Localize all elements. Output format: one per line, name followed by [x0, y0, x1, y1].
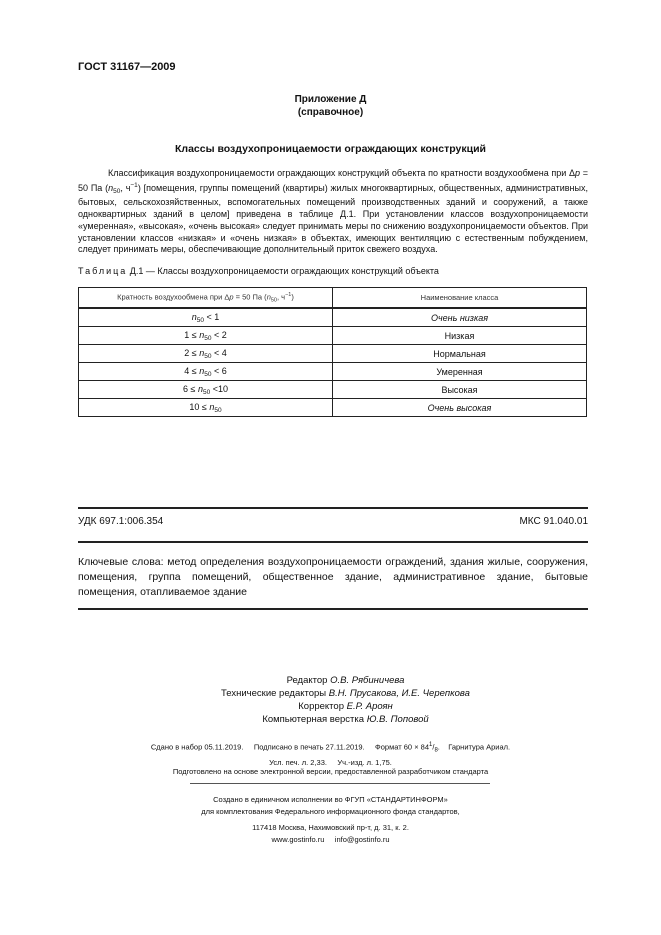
prepared-note: Подготовлено на основе электронной версии, предоставленной разработчиком стандарта: [172, 767, 489, 776]
divider-middle: [78, 541, 588, 543]
table-row: [79, 399, 587, 417]
publisher-line-2: для комплектования Федерального информационного фонда стандартов,: [201, 807, 460, 816]
head-a: Кратность воздухообмена при Δ: [117, 292, 230, 302]
head-sub: 50: [270, 297, 277, 304]
head-c: , ч: [276, 292, 286, 302]
class-cell: Низкая: [333, 327, 587, 345]
para-lead: Классификация воздухопроницаемости ограждающих конструкций объекта по кратности воздухообмена при: [108, 168, 567, 178]
rate-post: < 6: [211, 365, 227, 376]
rate-n: n: [199, 347, 205, 358]
rate-pre: 4 ≤: [184, 365, 200, 376]
print-line-1-text: Сдано в набор 05.11.2019. Подписано в печать 27.11.2019. Формат 60 × 84: [150, 742, 429, 752]
rate-pre: 1 ≤: [184, 329, 200, 340]
divider-top: [78, 507, 588, 509]
delta-symbol: Δ: [569, 168, 576, 178]
unit-sup: −1: [130, 181, 138, 189]
table-row: [79, 381, 587, 399]
class-cell: Нормальная: [333, 345, 587, 363]
para-rest: ) [помещения, группы помещений (квартиры) жилых многоквартирных, общественных, административных, бытовых, сельскохозяйственных, вспомогательных помещений производственных зданий и сооружений, а также одноквартирных зданий в целом] приведена в таблице Д.1. При установлении классов воздухопроницаемости «умеренная», «высокая», «очень высокая» следует принимать меры по снижению воздухопроницаемости объектов. При установлении классов «низкая» и «очень низкая» в объектах, имеющих вентиляцию с естественным побуждением, следует принимать меры, обеспечивающие дополнительный приток свежего воздуха.: [78, 182, 588, 255]
rate-n: n: [197, 383, 203, 394]
class-cell: Высокая: [333, 381, 587, 399]
class-cell: Очень низкая: [333, 308, 587, 327]
tech-label: Технические редакторы: [221, 688, 329, 699]
caption-rest: Д.1 — Классы воздухопроницаемости ограждающих конструкций объекта: [127, 266, 439, 276]
corrector-label: Корректор: [298, 701, 347, 712]
rate-cell: [79, 381, 333, 399]
rate-pre: 2 ≤: [184, 347, 200, 358]
rate-sub: 50: [204, 334, 212, 342]
rate-sub: 50: [204, 370, 212, 378]
appendix-note: (справочное): [297, 107, 364, 118]
table-row: [79, 308, 587, 327]
credit-editor: [0, 674, 661, 687]
credit-corrector: [0, 700, 661, 713]
rate-post: <10: [210, 383, 228, 394]
corrector-name: Е.Р. Ароян: [346, 701, 393, 712]
rate-sub: 50: [196, 316, 204, 324]
table-row: [79, 363, 587, 381]
frac-den: 8: [434, 747, 438, 754]
head-sup: −1: [285, 291, 292, 298]
keywords-label: Ключевые слова:: [78, 556, 164, 568]
rate-post: < 2: [211, 329, 227, 340]
class-cell: Очень высокая: [333, 399, 587, 417]
print-line-1: Сдано в набор 05.11.2019. Подписано в печать 27.11.2019. Формат $60 \times 84^1/_8$. Гарнитура Ариал.: [150, 742, 511, 754]
print-info: [0, 739, 661, 769]
keywords: [78, 555, 588, 600]
print-line-1-end: . Гарнитура Ариал.: [437, 742, 511, 752]
appendix-heading: [0, 93, 661, 119]
rate-n: n: [191, 311, 197, 322]
section-title: Классы воздухопроницаемости ограждающих конструкций: [174, 143, 486, 155]
header-cell-class: Наименование класса: [333, 288, 587, 309]
mks-code: МКС 91.040.01: [519, 516, 588, 527]
rate-cell: [79, 308, 333, 327]
rate-post: < 4: [211, 347, 227, 358]
p-var: p: [575, 168, 581, 178]
publisher-block: [0, 794, 661, 846]
rate-sub: 50: [202, 388, 211, 396]
head-b: = 50 Па (: [233, 292, 267, 302]
rate-cell: [79, 399, 333, 417]
head-n: n: [266, 292, 271, 302]
rate-sub: 50: [204, 352, 212, 360]
publisher-divider: [190, 783, 490, 784]
rate-cell: [79, 327, 333, 345]
layout-name: Ю.В. Поповой: [366, 714, 429, 725]
credit-layout: [0, 713, 661, 726]
table-header-row: [79, 288, 587, 309]
air-permeability-table: [78, 287, 587, 417]
header-cell-rate: [79, 288, 333, 309]
table-row: [79, 345, 587, 363]
print-line-2: Усл. печ. л. 2,33. Уч.-изд. л. 1,75.: [269, 757, 392, 767]
publisher-line-1: Создано в единичном исполнении во ФГУП «СТАНДАРТИНФОРМ»: [213, 795, 448, 804]
credits-block: [0, 674, 661, 726]
udk-code: УДК 697.1:006.354: [78, 516, 164, 527]
layout-label: Компьютерная верстка: [262, 714, 367, 725]
eq-text: = 50 Па (: [78, 168, 588, 193]
rate-n: n: [199, 365, 205, 376]
unit-text: , ч: [120, 182, 131, 193]
rate-n: n: [199, 329, 205, 340]
class-cell: Умеренная: [333, 363, 587, 381]
credit-tech: [0, 687, 661, 700]
publisher-address: 117418 Москва, Нахимовский пр-т, д. 31, к. 2.: [252, 823, 409, 832]
standard-number: ГОСТ 31167—2009: [78, 61, 176, 73]
rate-cell: [79, 345, 333, 363]
frac-num: 1: [429, 742, 433, 748]
body-paragraph: [78, 168, 588, 256]
caption-word: Таблица: [78, 266, 128, 276]
rate-post: < 1: [203, 311, 220, 322]
appendix-title: Приложение Д: [294, 94, 367, 105]
editor-name: О.В. Рябиничева: [330, 675, 405, 686]
head-p: p: [229, 292, 234, 302]
rate-n: n: [209, 401, 215, 412]
rate-cell: [79, 363, 333, 381]
keywords-text: метод определения воздухопроницаемости ограждений, здания жилые, сооружения, помещения, группа помещений, общественное здание, административное здание, бытовые помещения, отапливаемое здание: [78, 556, 588, 598]
head-d: ): [291, 292, 294, 302]
rate-sub: 50: [214, 406, 222, 414]
n-sub: 50: [113, 187, 121, 195]
publisher-web: www.gostinfo.ru info@gostinfo.ru: [271, 835, 390, 844]
tech-name: В.Н. Прусакова, И.Е. Черепкова: [328, 688, 470, 699]
n-var: n: [108, 182, 114, 193]
table-caption: [78, 266, 439, 276]
table-row: [79, 327, 587, 345]
rate-pre: 6 ≤: [183, 383, 198, 394]
editor-label: Редактор: [286, 675, 331, 686]
rate-pre: 10 ≤: [189, 401, 210, 412]
divider-bottom: [78, 608, 588, 610]
